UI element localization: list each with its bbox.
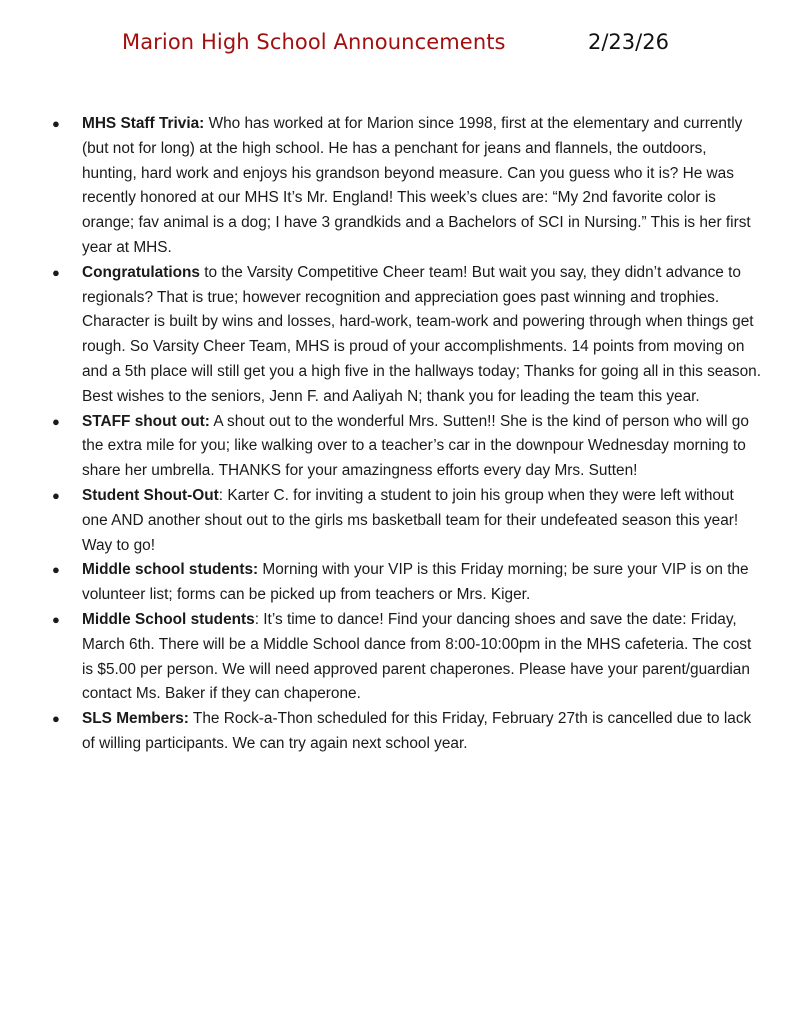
announcement-heading: MHS Staff Trivia: [82,115,205,132]
announcement-item [0,484,791,558]
bullet-icon: ● [52,413,60,429]
announcement-item [0,112,791,261]
announcement-item [0,608,791,707]
announcement-text: A shout out to the wonderful Mrs. Sutten!! She is the kind of person who will go the extra mile for you; like walking over to a teacher’s car in the downpour Wednesday morning to share her umbrella. THANKS for your amazingness efforts every day Mrs. Sutten! [82,412,749,480]
announcement-text: to the Varsity Competitive Cheer team! But wait you say, they didn’t advance to regionals? That is true; however recognition and appreciation goes past winning and trophies. Character is built by wins and losses, hard-work, team-work and powering through when things get rough. So Varsity Cheer Team, MHS is proud of your accomplishments. 14 points from moving on and a 5th place will still get you a high five in the hallways today; Thanks for going all in this season. Best wishes to the seniors, Jenn F. and Aaliyah N; thank you for leading the team this year. [82,263,762,405]
announcement-text: : Karter C. for inviting a student to join his group when they were left without one AND another shout out to the girls ms basketball team for their undefeated season this year! Way to go! [82,486,739,554]
announcement-item [0,261,791,410]
announcement-heading: Congratulations [82,263,200,281]
announcement-text: : It’s time to dance! Find your dancing shoes and save the date: Friday, March 6th. There will be a Middle School dance from 8:00-10:00pm in the MHS cafeteria. The cost is $5.00 per person. We will need approved parent chaperones. Please have your parent/guardian contact Ms. Baker if they can chaperone. [82,610,752,703]
announcement-heading: SLS Members: [82,710,189,728]
header [0,30,791,62]
announcement-text: Who has worked at for Marion since 1998, first at the elementary and currently (but not for long) at the high school. He has a penchant for jeans and flannels, the outdoors, hunting, hard work and enjoys his grandson beyond measure. Can you guess who it is? He was recently honored at our MHS It’s Mr. England! This week’s clues are: “My 2nd favorite color is orange; fav animal is a dog; I have 3 grandkids and a Bachelors of SCI in Nursing.” This is her first year at MHS. [82,115,751,256]
bullet-icon: ● [52,116,60,131]
announcement-date: 2/23/26 [588,30,669,54]
bullet-icon: ● [52,611,60,627]
announcement-heading: Student Shout-Out [82,486,219,504]
bullet-icon: ● [52,562,60,578]
announcement-heading: Middle school students: [82,561,259,579]
announcement-list [0,112,791,757]
bullet-icon: ● [52,487,60,503]
announcement-item [0,410,791,484]
bullet-icon: ● [52,264,60,280]
announcement-heading: Middle School students [82,610,255,628]
announcement-text: Morning with your VIP is this Friday morning; be sure your VIP is on the volunteer list; forms can be picked up from teachers or Mrs. Kiger. [82,561,749,604]
announcement-text: The Rock-a-Thon scheduled for this Friday, February 27th is cancelled due to lack of willing participants. We can try again next school year. [82,710,752,752]
announcement-item [0,558,791,608]
bullet-icon: ● [52,711,60,727]
announcement-heading: STAFF shout out: [82,412,210,430]
announcement-item [0,707,791,757]
page-title: Marion High School Announcements [122,30,506,54]
